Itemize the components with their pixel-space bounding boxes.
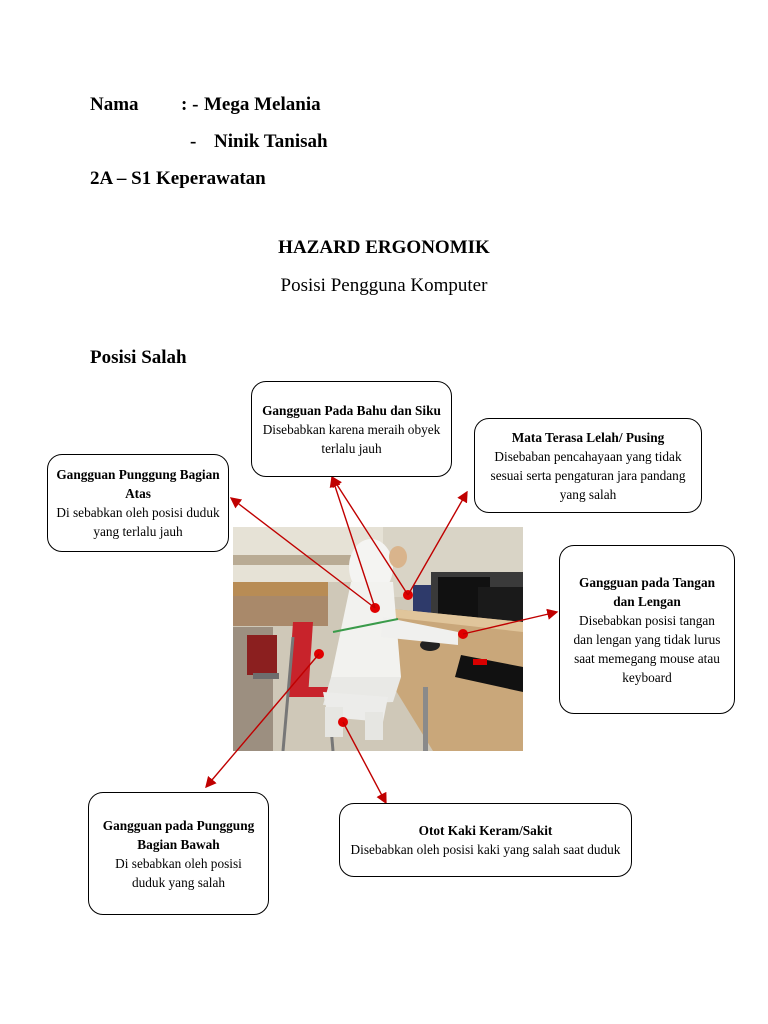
callout-eyes-desc: Disebaban pencahayaan yang tidak sesuai serta pengaturan jara pandang yang salah: [490, 448, 686, 502]
callout-eyes-title: Mata Terasa Lelah/ Pusing: [511, 429, 665, 445]
name-label: Nama: [90, 94, 139, 115]
arrow-shoulder-2: [332, 477, 408, 595]
callout-legs-desc: Disebabkan oleh posisi kaki yang salah saat duduk: [350, 842, 621, 857]
arrow-lower-back: [206, 654, 319, 787]
callout-lower-back-desc: Di sebabkan oleh posisi duduk yang salah: [115, 855, 242, 890]
page-subtitle: Posisi Pengguna Komputer: [280, 275, 488, 296]
callout-upper-back-title: Gangguan Punggung Bagian Atas: [56, 467, 220, 501]
student-name-1: Mega Melania: [204, 94, 321, 115]
callout-eyes: [474, 418, 702, 513]
callout-hands: [559, 545, 735, 714]
callout-lower-back-title: Gangguan pada Punggung Bagian Bawah: [102, 817, 255, 852]
name-dash: -: [190, 131, 197, 152]
page-title: HAZARD ERGONOMIK: [278, 237, 490, 258]
arrow-upper-back: [231, 498, 375, 608]
callout-shoulder-title: Gangguan Pada Bahu dan Siku: [262, 402, 441, 418]
class-label: 2A – S1 Keperawatan: [90, 168, 266, 189]
callout-upper-back: [47, 454, 229, 552]
student-name-2: Ninik Tanisah: [214, 131, 328, 152]
callout-hands-title: Gangguan pada Tangan dan Lengan: [578, 574, 715, 609]
arrow-eyes: [408, 492, 467, 595]
callout-shoulder-desc: Disebabkan karena meraih obyek terlalu jauh: [262, 421, 441, 456]
arrow-legs: [343, 722, 386, 803]
arrow-hands: [463, 612, 557, 634]
name-separator: : -: [181, 94, 199, 115]
callout-upper-back-desc: Di sebabkan oleh posisi duduk yang terlalu jauh: [56, 505, 220, 539]
arrow-shoulder-1: [332, 477, 375, 608]
callout-hands-desc: Disebabkan posisi tangan dan lengan yang tidak lurus saat memegang mouse atau keyboard: [573, 612, 721, 685]
callout-shoulder: [251, 381, 452, 477]
callout-legs-title: Otot Kaki Keram/Sakit: [418, 823, 553, 838]
section-heading: Posisi Salah: [90, 347, 187, 368]
callout-lower-back: [88, 792, 269, 915]
callout-legs: [339, 803, 632, 877]
